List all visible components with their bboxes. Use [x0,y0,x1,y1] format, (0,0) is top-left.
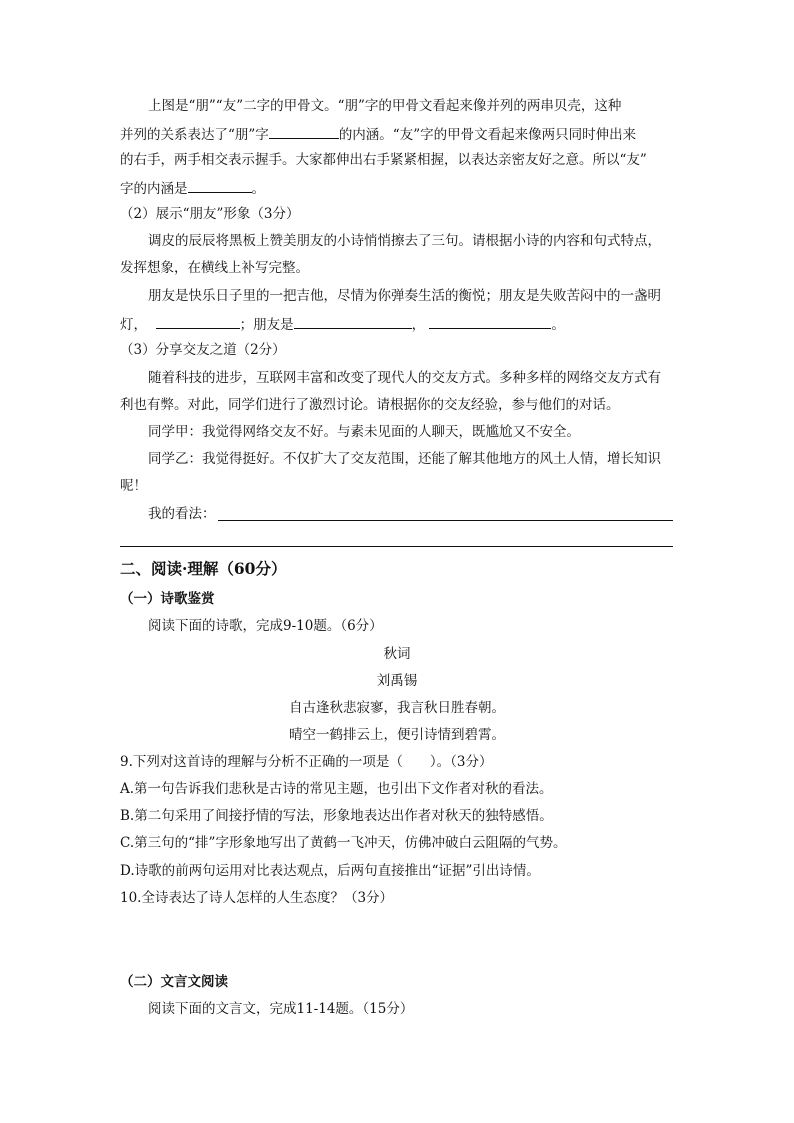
oracle-text: 字的内涵是 [120,181,188,197]
q2-text: 灯， [120,317,147,333]
answer-blank-poem-1[interactable] [156,314,240,329]
q3-student-b-line1: 同学乙：我觉得挺好。不仅扩大了交友范围，还能了解其他地方的风土人情，增长知识 [148,451,661,467]
poem-line-2: 晴空一鹤排云上，便引诗情到碧霄。 [289,727,505,743]
oracle-text: 。 [251,181,265,197]
q9-option-c: C.第三句的“排”字形象地写出了黄鹤一飞冲天，仿佛冲破白云阻隔的气势。 [120,835,567,851]
q2-heading: （2）展示“朋友”形象（3分） [120,206,300,222]
oracle-para-line2 [120,124,636,144]
q9-option-a: A.第一句告诉我们悲秋是古诗的常见主题，也引出下文作者对秋的看法。 [120,781,553,797]
my-view-answer-line[interactable] [218,520,673,521]
q9-option-b: B.第二句采用了间接抒情的写法，形象地表达出作者对秋天的独特感悟。 [120,808,553,824]
q2-text: ；朋友是 [239,317,294,333]
oracle-para-line3: 的右手，两手相交表示握手。大家都伸出右手紧紧相握，以表达亲密友好之意。所以“友” [120,152,647,168]
part1-instruction: 阅读下面的诗歌，完成9-10题。（6分） [148,618,383,634]
q3-intro-line1: 随着科技的进步，互联网丰富和改变了现代人的交友方式。多种多样的网络交友方式有 [148,370,661,386]
q10-stem: 10.全诗表达了诗人怎样的人生态度？（3分） [120,890,394,906]
my-view-answer-line-2[interactable] [120,546,673,547]
q2-poem-line2 [120,314,565,334]
q2-text: ， [411,317,426,333]
oracle-text: 并列的关系表达了“朋”字 [120,127,269,143]
answer-blank-you[interactable] [188,178,252,193]
q2-text: 。 [551,317,565,333]
q3-student-b-line2: 呢！ [120,478,147,494]
answer-blank-poem-3[interactable] [429,314,551,329]
poem-author: 刘禹锡 [376,673,418,689]
answer-blank-peng[interactable] [269,124,339,139]
section2-title: 二、阅读·理解（60分） [120,559,287,578]
part2-instruction: 阅读下面的文言文，完成11-14题。（15分） [148,1001,414,1017]
q9-stem: 9.下列对这首诗的理解与分析不正确的一项是（ ）。（3分） [120,754,493,770]
part1-title: （一）诗歌鉴赏 [120,591,215,607]
q2-instruction-line1: 调皮的辰辰将黑板上赞美朋友的小诗悄悄擦去了三句。请根据小诗的内容和句式特点， [148,233,661,249]
part2-title: （二）文言文阅读 [120,974,228,990]
oracle-para-line1: 上图是“朋”“友”二字的甲骨文。“朋”字的甲骨文看起来像并列的两串贝壳，这种 [148,98,622,114]
q3-my-view-label: 我的看法： [148,506,216,522]
poem-line-1: 自古逢秋悲寂寥，我言秋日胜春朝。 [289,700,505,716]
oracle-text: 的内涵。“友”字的甲骨文看起来像两只同时伸出来 [338,127,637,143]
oracle-para-line4 [120,178,265,198]
answer-blank-poem-2[interactable] [294,314,412,329]
poem-title: 秋词 [383,646,411,662]
q3-student-a: 同学甲：我觉得网络交友不好。与素未见面的人聊天，既尴尬又不安全。 [148,424,580,440]
q3-heading: （3）分享交友之道（2分） [120,342,286,358]
q2-poem-line1: 朋友是快乐日子里的一把吉他，尽情为你弹奏生活的衡悦；朋友是失败苦闷中的一盏明 [148,288,661,304]
q9-option-d: D.诗歌的前两句运用对比表达观点，后两句直接推出“证据”引出诗情。 [120,863,540,879]
q2-instruction-line2: 发挥想象，在横线上补写完整。 [120,260,309,276]
q3-intro-line2: 利也有弊。对此，同学们进行了激烈讨论。请根据你的交友经验，参与他们的对话。 [120,397,620,413]
